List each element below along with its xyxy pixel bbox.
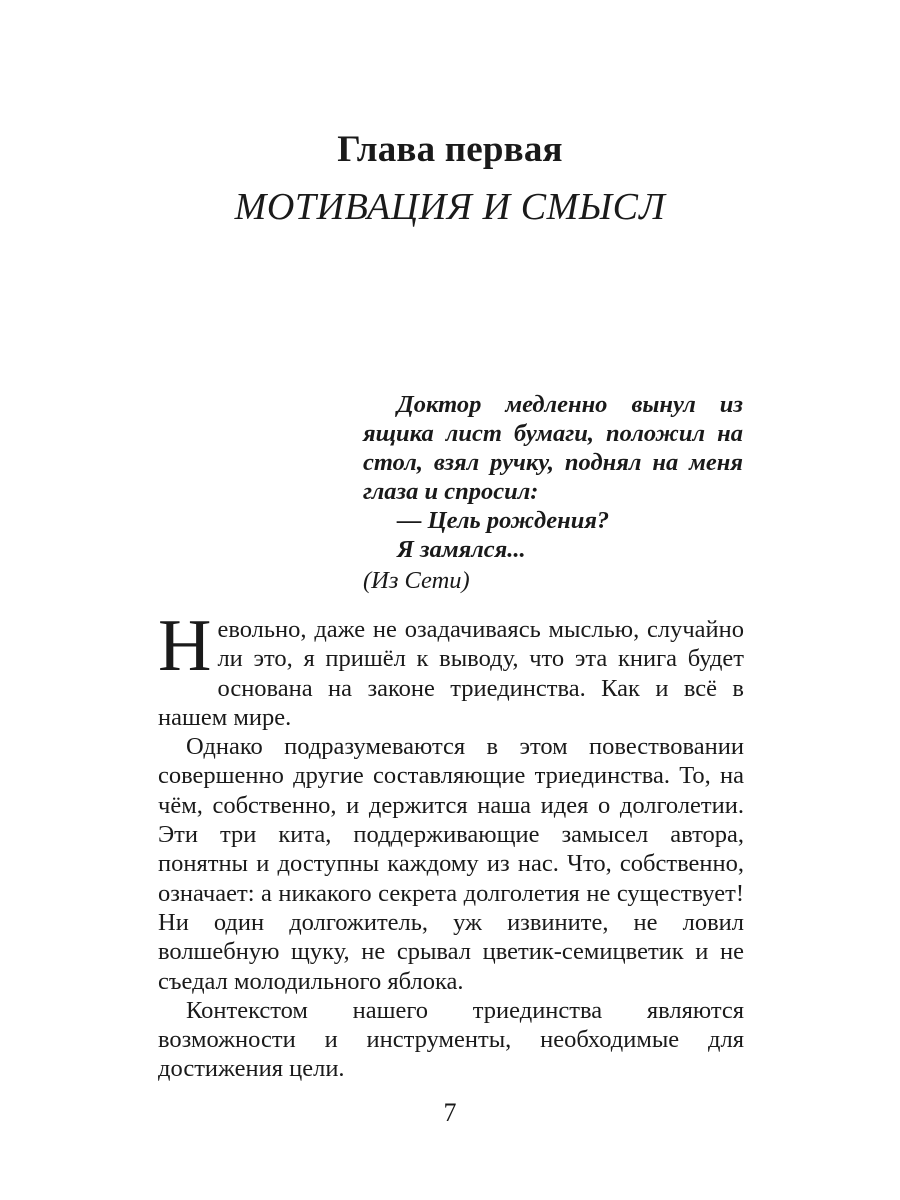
epigraph-dialogue-line: — Цель рождения? <box>397 507 610 534</box>
page-number: 7 <box>443 1098 457 1127</box>
paragraph: Контекстом нашего триединства являются возможности и инструменты, необходимые для достижения цели. <box>158 996 744 1083</box>
epigraph <box>363 390 743 595</box>
epigraph-text: Доктор медленно вынул из ящика лист бумаги, положил на стол, взял ручку, поднял на меня глаза и спросил: <box>363 391 743 505</box>
chapter-number: Глава первая <box>337 129 563 170</box>
paragraph: Однако подразумеваются в этом повествовании совершенно другие составляющие триединства. То, на чём, собственно, и держится наша идея о долголетии. Эти три кита, поддерживающие замысел автора, понятны и доступны каждому из нас. Что, собственно, означает: а никакого секрета долголетия не существует! Ни один долгожитель, уж извините, не ловил волшебную щуку, не срывал цветик-семицветик и не съедал молодильного яблока. <box>158 733 744 995</box>
epigraph-source: (Из Сети) <box>363 567 470 594</box>
paragraph <box>158 605 744 732</box>
drop-cap: Н <box>158 605 212 687</box>
body-text <box>158 605 744 1084</box>
chapter-title: МОТИВАЦИЯ И СМЫСЛ <box>234 186 666 228</box>
paragraph-text: евольно, даже не озадачиваясь мыслью, случайно ли это, я пришёл к выводу, что эта книга будет основана на законе триединства. Как и всё в нашем мире. <box>158 616 744 731</box>
epigraph-dialogue-line: Я замялся... <box>397 536 526 563</box>
